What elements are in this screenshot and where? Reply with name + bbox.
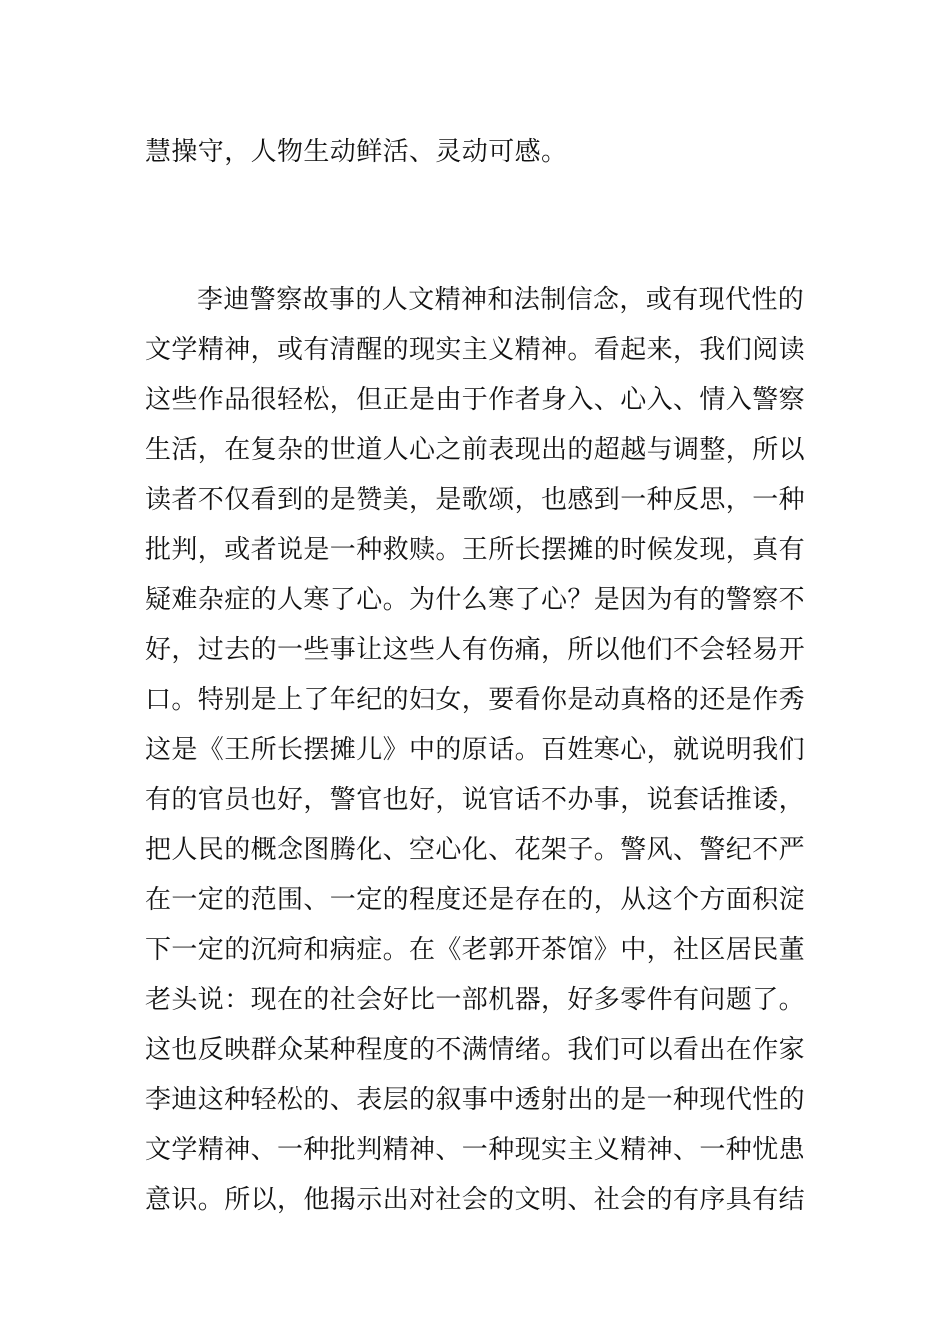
paragraph-line-4: 生活，在复杂的世道人心之前表现出的超越与调整，所以 [145, 435, 806, 465]
paragraph-line-7: 疑难杂症的人寒了心。为什么寒了心？是因为有的警察不 [145, 585, 806, 615]
paragraph-line-9: 口。特别是上了年纪的妇女，要看你是动真格的还是作秀 [145, 685, 806, 715]
paragraph-line-2: 文学精神，或有清醒的现实主义精神。看起来，我们阅读 [145, 335, 806, 365]
paragraph-line-1: 李迪警察故事的人文精神和法制信念，或有现代性的 [197, 285, 805, 315]
paragraph-line-3: 这些作品很轻松，但正是由于作者身入、心入、情入警察 [145, 385, 806, 415]
paragraph-line-8: 好，过去的一些事让这些人有伤痛，所以他们不会轻易开 [145, 635, 806, 665]
paragraph-line-18: 文学精神、一种批判精神、一种现实主义精神、一种忧患 [145, 1135, 806, 1165]
paragraph-line-5: 读者不仅看到的是赞美，是歌颂，也感到一种反思，一种 [145, 485, 806, 515]
paragraph-line-6: 批判，或者说是一种救赎。王所长摆摊的时候发现，真有 [145, 535, 806, 565]
paragraph-line-11: 有的官员也好，警官也好，说官话不办事，说套话推诿， [145, 785, 806, 815]
paragraph-line-19: 意识。所以，他揭示出对社会的文明、社会的有序具有结 [145, 1185, 806, 1215]
paragraph-line-10: 这是《王所长摆摊儿》中的原话。百姓寒心，就说明我们 [145, 735, 806, 765]
paragraph-line-17: 李迪这种轻松的、表层的叙事中透射出的是一种现代性的 [145, 1085, 806, 1115]
paragraph-line-15: 老头说：现在的社会好比一部机器，好多零件有问题了。 [145, 985, 806, 1015]
paragraph-line-13: 在一定的范围、一定的程度还是存在的，从这个方面积淀 [145, 885, 806, 915]
carryover-text-line: 慧操守，人物生动鲜活、灵动可感。 [145, 137, 568, 167]
paragraph-line-14: 下一定的沉疴和病症。在《老郭开茶馆》中，社区居民董 [145, 935, 806, 965]
paragraph-line-12: 把人民的概念图腾化、空心化、花架子。警风、警纪不严 [145, 835, 806, 865]
paragraph-line-16: 这也反映群众某种程度的不满情绪。我们可以看出在作家 [145, 1035, 806, 1065]
